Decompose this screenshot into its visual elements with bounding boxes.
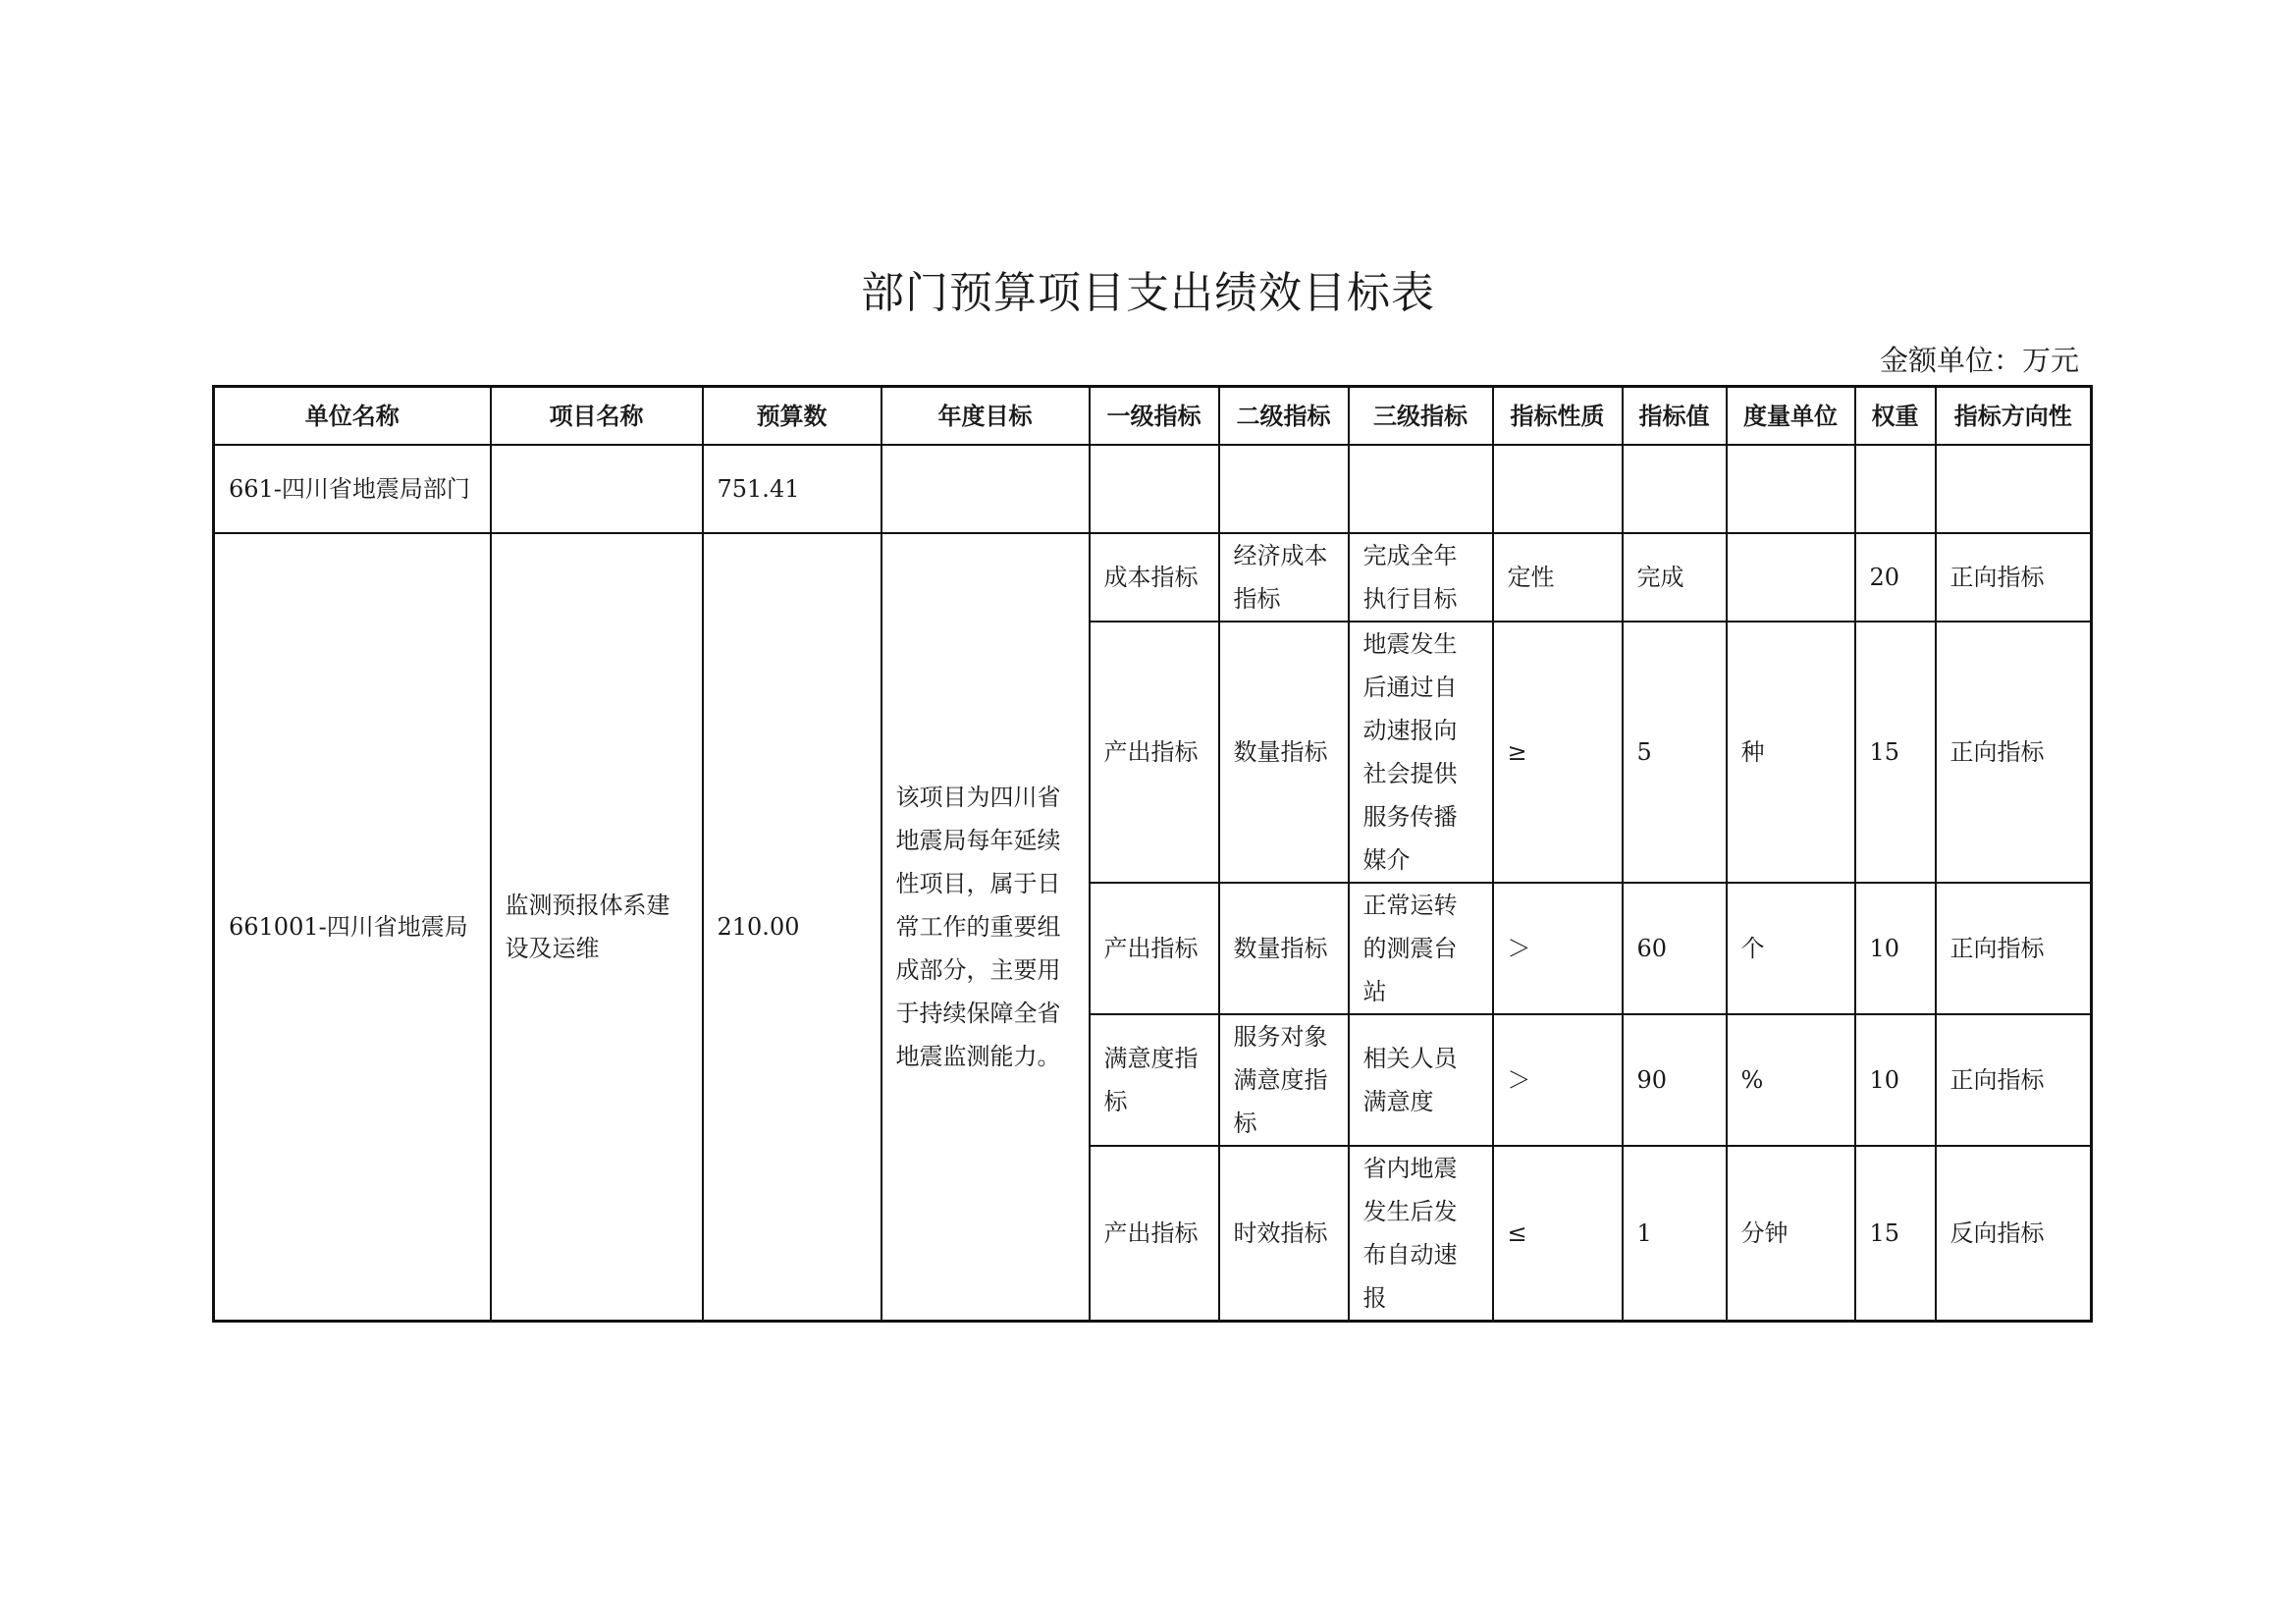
header-cell-unit-name: 单位名称 — [214, 387, 491, 446]
level3-indicator-cell: 地震发生后通过自动速报向社会提供服务传播媒介 — [1349, 622, 1493, 883]
level2-indicator-cell: 时效指标 — [1219, 1146, 1349, 1322]
level3-indicator-cell: 正常运转的测震台站 — [1349, 883, 1493, 1014]
indicator-value-cell: 90 — [1623, 1014, 1727, 1146]
weight-cell: 10 — [1855, 1014, 1936, 1146]
indicator-value-cell: 1 — [1623, 1146, 1727, 1322]
empty-cell — [1855, 445, 1936, 533]
measure-unit-cell: 个 — [1727, 883, 1855, 1014]
weight-cell: 15 — [1855, 622, 1936, 883]
project-name-cell: 监测预报体系建设及运维 — [491, 533, 703, 1322]
direction-cell: 正向指标 — [1936, 883, 2092, 1014]
weight-cell: 10 — [1855, 883, 1936, 1014]
header-cell-level3-indicator: 三级指标 — [1349, 387, 1493, 446]
level2-indicator-cell: 经济成本指标 — [1219, 533, 1349, 622]
indicator-nature-cell: ≥ — [1493, 622, 1623, 883]
header-cell-budget: 预算数 — [703, 387, 881, 446]
empty-cell — [1623, 445, 1727, 533]
measure-unit-cell: 分钟 — [1727, 1146, 1855, 1322]
direction-cell: 正向指标 — [1936, 1014, 2092, 1146]
performance-target-table — [212, 385, 2093, 1323]
header-cell-indicator-nature: 指标性质 — [1493, 387, 1623, 446]
measure-unit-cell: 种 — [1727, 622, 1855, 883]
header-cell-annual-goal: 年度目标 — [881, 387, 1090, 446]
level3-indicator-cell: 完成全年执行目标 — [1349, 533, 1493, 622]
project-goal-cell: 该项目为四川省地震局每年延续性项目，属于日常工作的重要组成部分，主要用于持续保障全省地震监测能力。 — [881, 533, 1090, 1322]
level1-indicator-cell: 成本指标 — [1090, 533, 1219, 622]
level1-indicator-cell: 满意度指标 — [1090, 1014, 1219, 1146]
level3-indicator-cell: 相关人员满意度 — [1349, 1014, 1493, 1146]
empty-cell — [1349, 445, 1493, 533]
indicator-nature-cell: 定性 — [1493, 533, 1623, 622]
level2-indicator-cell: 服务对象满意度指标 — [1219, 1014, 1349, 1146]
project-budget-cell: 210.00 — [703, 533, 881, 1322]
indicator-nature-cell: ＞ — [1493, 1014, 1623, 1146]
direction-cell: 正向指标 — [1936, 622, 2092, 883]
header-cell-weight: 权重 — [1855, 387, 1936, 446]
header-cell-measure-unit: 度量单位 — [1727, 387, 1855, 446]
measure-unit-cell — [1727, 533, 1855, 622]
level1-indicator-cell: 产出指标 — [1090, 883, 1219, 1014]
header-row — [214, 387, 2092, 446]
level2-indicator-cell: 数量指标 — [1219, 883, 1349, 1014]
level1-indicator-cell: 产出指标 — [1090, 622, 1219, 883]
empty-cell — [1493, 445, 1623, 533]
indicator-value-cell: 60 — [1623, 883, 1727, 1014]
direction-cell: 反向指标 — [1936, 1146, 2092, 1322]
empty-cell — [1090, 445, 1219, 533]
indicator-value-cell: 5 — [1623, 622, 1727, 883]
header-cell-project-name: 项目名称 — [491, 387, 703, 446]
indicator-row — [214, 533, 2092, 622]
level3-indicator-cell: 省内地震发生后发布自动速报 — [1349, 1146, 1493, 1322]
measure-unit-cell: % — [1727, 1014, 1855, 1146]
dept-goal-cell — [881, 445, 1090, 533]
header-cell-level2-indicator: 二级指标 — [1219, 387, 1349, 446]
empty-cell — [1727, 445, 1855, 533]
dept-project-cell — [491, 445, 703, 533]
level2-indicator-cell: 数量指标 — [1219, 622, 1349, 883]
weight-cell: 20 — [1855, 533, 1936, 622]
amount-unit-label: 金额单位：万元 — [1879, 344, 2079, 377]
level1-indicator-cell: 产出指标 — [1090, 1146, 1219, 1322]
header-cell-indicator-value: 指标值 — [1623, 387, 1727, 446]
department-row — [214, 445, 2092, 533]
indicator-nature-cell: ≤ — [1493, 1146, 1623, 1322]
header-cell-direction: 指标方向性 — [1936, 387, 2092, 446]
indicator-nature-cell: ＞ — [1493, 883, 1623, 1014]
dept-unit-cell: 661-四川省地震局部门 — [214, 445, 491, 533]
weight-cell: 15 — [1855, 1146, 1936, 1322]
dept-budget-cell: 751.41 — [703, 445, 881, 533]
project-unit-cell: 661001-四川省地震局 — [214, 533, 491, 1322]
indicator-value-cell: 完成 — [1623, 533, 1727, 622]
empty-cell — [1936, 445, 2092, 533]
page-title: 部门预算项目支出绩效目标表 — [861, 268, 1435, 318]
header-cell-level1-indicator: 一级指标 — [1090, 387, 1219, 446]
empty-cell — [1219, 445, 1349, 533]
direction-cell: 正向指标 — [1936, 533, 2092, 622]
